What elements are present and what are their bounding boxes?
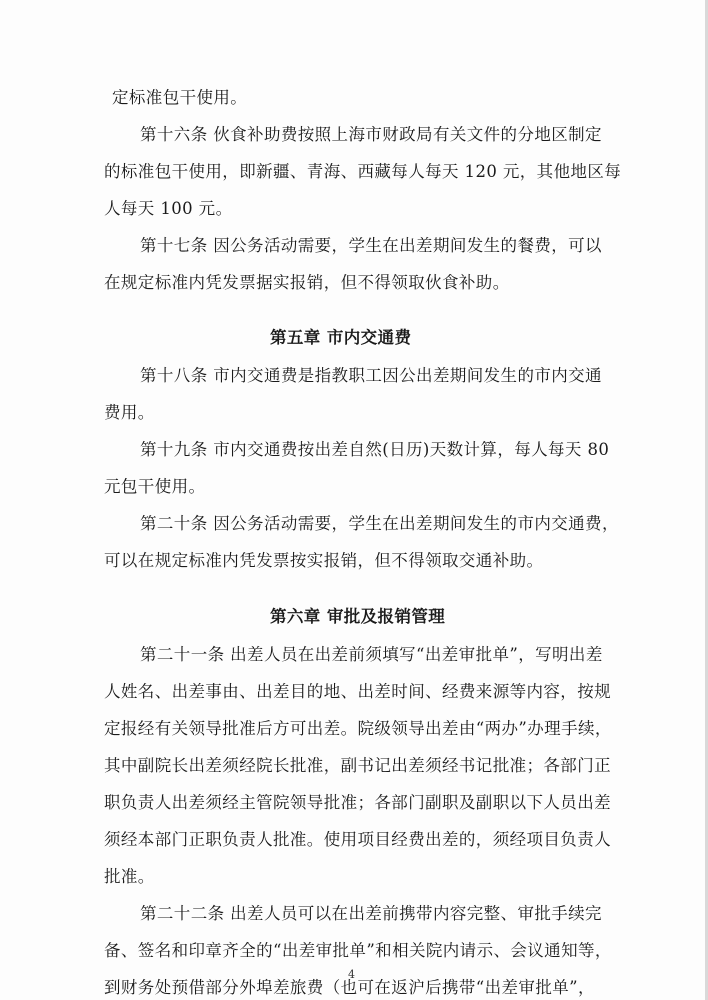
paragraph-line: 第二十一条 出差人员在出差前须填写“出差审批单”，写明出差 xyxy=(140,645,603,664)
paragraph-line: 定标准包干使用。 xyxy=(112,88,248,107)
paragraph-line: 元包干使用。 xyxy=(104,477,206,496)
paragraph-line: 费用。 xyxy=(104,403,155,422)
paragraph-line: 可以在规定标准内凭发票按实报销，但不得领取交通补助。 xyxy=(104,551,544,570)
paragraph-line: 第二十条 因公务活动需要，学生在出差期间发生的市内交通费， xyxy=(140,514,619,533)
paragraph-line: 第十七条 因公务活动需要，学生在出差期间发生的餐费，可以 xyxy=(140,236,602,255)
chapter-heading: 第五章 市内交通费 xyxy=(270,328,412,347)
paragraph-line: 人每天 100 元。 xyxy=(104,199,233,218)
paragraph-line: 其中副院长出差须经院长批准，副书记出差须经书记批准；各部门正 xyxy=(104,756,611,775)
paragraph-line: 须经本部门正职负责人批准。使用项目经费出差的，须经项目负责人 xyxy=(104,830,611,849)
paragraph-line: 的标准包干使用，即新疆、青海、西藏每人每天 120 元，其他地区每 xyxy=(104,162,622,181)
page-number: 4 xyxy=(348,968,355,981)
paragraph-line: 第二十二条 出差人员可以在出差前携带内容完整、审批手续完 xyxy=(140,904,602,923)
paragraph-line: 第十八条 市内交通费是指教职工因公出差期间发生的市内交通 xyxy=(140,366,602,385)
paragraph-line: 在规定标准内凭发票据实报销，但不得领取伙食补助。 xyxy=(104,273,510,292)
paragraph-line: 第十六条 伙食补助费按照上海市财政局有关文件的分地区制定 xyxy=(140,125,602,144)
paragraph-line: 到财务处预借部分外埠差旅费（也可在返沪后携带“出差审批单”， xyxy=(104,978,595,997)
paragraph-line: 职负责人出差须经主管院领导批准；各部门副职及副职以下人员出差 xyxy=(104,793,611,812)
chapter-heading: 第六章 审批及报销管理 xyxy=(270,607,446,626)
paragraph-line: 人姓名、出差事由、出差目的地、出差时间、经费来源等内容，按规 xyxy=(104,682,611,701)
paragraph-line: 定报经有关领导批准后方可出差。院级领导出差由“两办”办理手续， xyxy=(104,719,612,738)
paragraph-line: 第十九条 市内交通费按出差自然(日历)天数计算，每人每天 80 xyxy=(140,440,610,459)
paragraph-line: 批准。 xyxy=(104,867,155,886)
paragraph-line: 备、签名和印章齐全的“出差审批单”和相关院内请示、会议通知等， xyxy=(104,941,612,960)
